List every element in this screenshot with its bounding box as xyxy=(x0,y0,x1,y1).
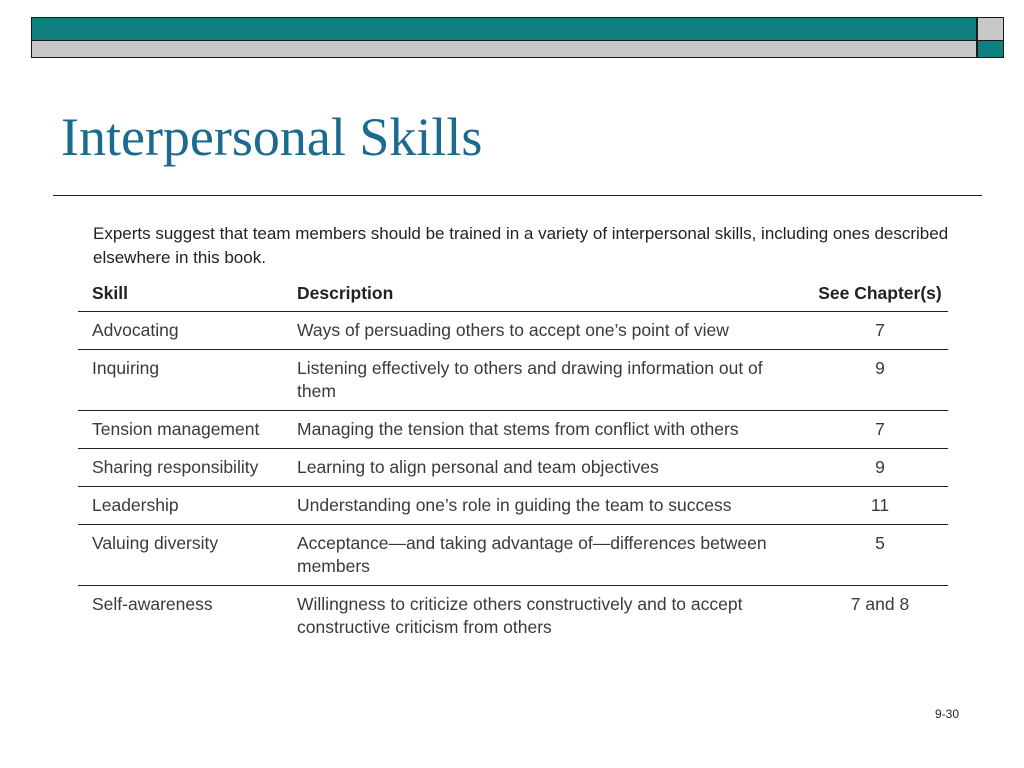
table-row xyxy=(78,586,948,647)
skills-table xyxy=(78,280,948,646)
table-row xyxy=(78,487,948,525)
header-bar-gray xyxy=(31,41,977,58)
table-intro: Experts suggest that team members should be trained in a variety of interpersonal skills, including ones described elsewhere in this book. xyxy=(93,224,949,267)
header-square-gray xyxy=(977,17,1004,41)
cell-chapter: 7 xyxy=(812,411,948,449)
slide-title: Interpersonal Skills xyxy=(61,107,483,167)
cell-skill: Sharing responsibility xyxy=(78,449,297,487)
table-row xyxy=(78,449,948,487)
cell-chapter: 7 and 8 xyxy=(850,594,910,614)
cell-description: Ways of persuading others to accept one’s point of view xyxy=(297,312,812,350)
cell-description: Managing the tension that stems from conflict with others xyxy=(297,411,812,449)
cell-chapter: 7 xyxy=(812,312,948,350)
table-row xyxy=(78,525,948,586)
title-divider xyxy=(53,195,982,196)
cell-skill: Valuing diversity xyxy=(78,525,297,586)
cell-skill: Inquiring xyxy=(78,350,297,411)
cell-chapter: 5 xyxy=(812,525,948,586)
header-description: Description xyxy=(297,280,812,312)
table-row xyxy=(78,312,948,350)
cell-description: Listening effectively to others and drawing information out of them xyxy=(297,350,812,411)
header-chapter: See Chapter(s) xyxy=(812,280,948,312)
cell-skill: Self-awareness xyxy=(92,594,213,614)
table-header-row xyxy=(78,280,948,312)
table-row xyxy=(78,350,948,411)
header-square-teal xyxy=(977,41,1004,58)
cell-skill: Advocating xyxy=(78,312,297,350)
cell-chapter: 9 xyxy=(812,350,948,411)
cell-description: Understanding one’s role in guiding the team to success xyxy=(297,487,812,525)
cell-chapter: 9 xyxy=(812,449,948,487)
header-skill: Skill xyxy=(78,280,297,312)
cell-chapter: 11 xyxy=(812,487,948,525)
cell-description: Willingness to criticize others constructively and to accept constructive criticism from others xyxy=(297,594,743,637)
cell-skill: Tension management xyxy=(78,411,297,449)
cell-skill: Leadership xyxy=(78,487,297,525)
header-bar-teal xyxy=(31,17,977,41)
cell-description: Acceptance—and taking advantage of—differences between members xyxy=(297,525,812,586)
cell-description: Learning to align personal and team objectives xyxy=(297,449,812,487)
page-number: 9-30 xyxy=(935,707,960,721)
table-row xyxy=(78,411,948,449)
